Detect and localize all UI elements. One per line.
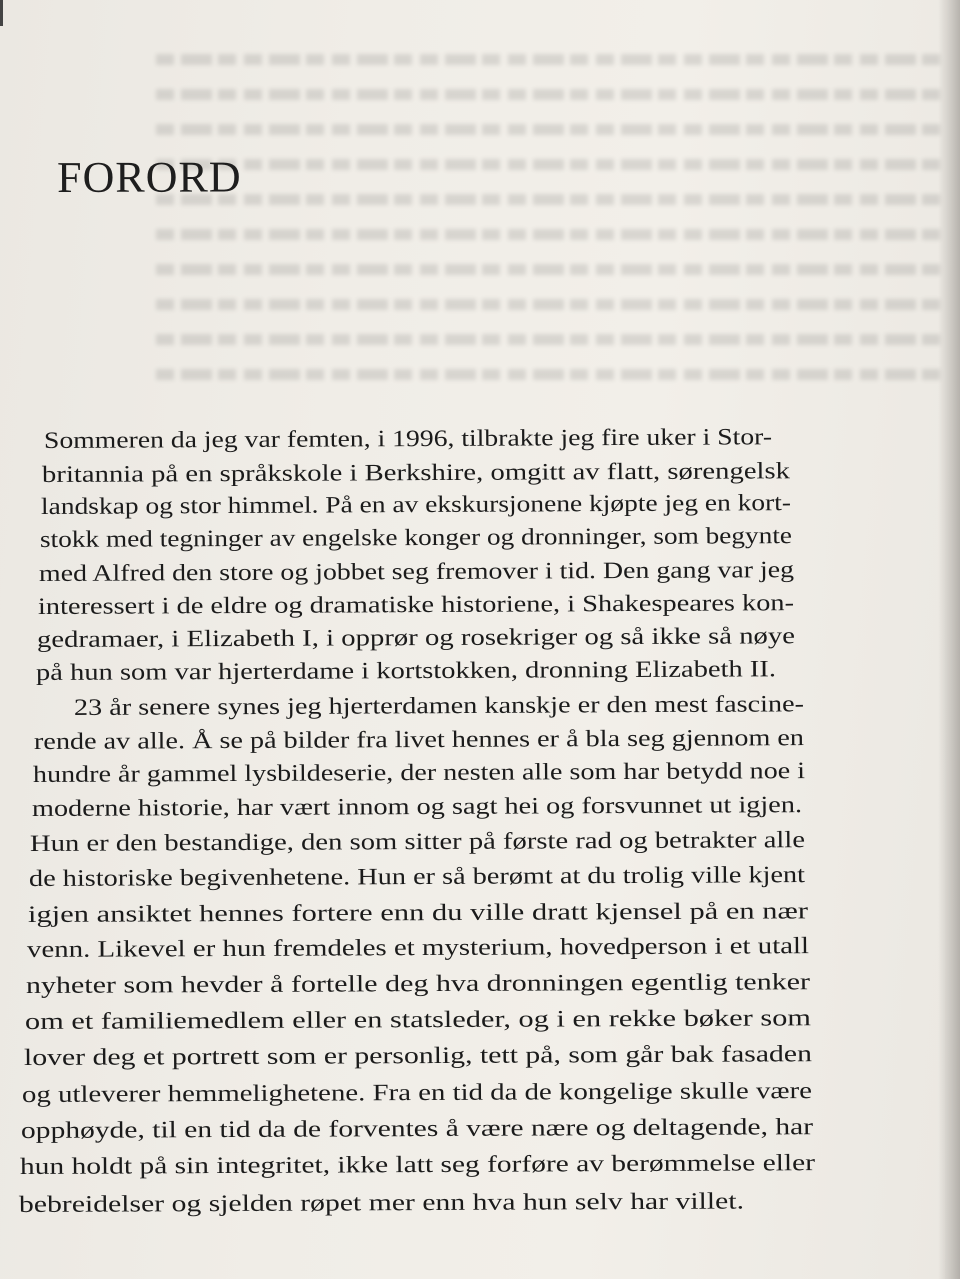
text-line: opphøyde, til en tid da de forventes å være nære og deltagende, har [20,1114,814,1144]
text-line: 23 år senere synes jeg hjerterdamen kanskje er den mest fascine- [73,691,805,721]
text-line: lover deg et portrett som er personlig, tett på, som går bak fasaden [23,1041,813,1071]
text-line: på hun som var hjerterdame i kortstokken, dronning Elizabeth II. [35,656,777,686]
text-line: landskap og stor himmel. På en av ekskursjonene kjøpte jeg en kort- [40,490,792,520]
text-line: moderne historie, har vært innom og sagt hei og forsvunnet ut igjen. [31,792,803,822]
text-line: og utleverer hemmelighetene. Fra en tid da de kongelige skulle være [21,1078,813,1108]
text-line: venn. Likevel er hun fremdeles et mysterium, hovedperson i et utall [26,933,810,963]
text-line: igjen ansiktet hennes fortere enn du ville dratt kjensel på en nær [27,898,809,928]
chapter-title: FORORD [57,152,242,202]
text-line: bebreidelser og sjelden røpet mer enn hva hun selv har villet. [18,1188,745,1218]
text-line: hundre år gammel lysbildeserie, der nesten alle som har betydd noe i [32,758,806,788]
text-line: interessert i de eldre og dramatiske historiene, i Shakespeares kon- [37,590,795,620]
adjacent-page-edge [0,0,3,26]
text-line: Sommeren da jeg var femten, i 1996, tilbrakte jeg fire uker i Stor- [43,424,773,454]
text-line: med Alfred den store og jobbet seg fremover i tid. Den gang var jeg [38,557,795,587]
text-line: britannia på en språkskole i Berkshire, omgitt av flatt, sørengelsk [41,458,791,488]
text-line: gedramaer, i Elizabeth I, i opprør og rosekriger og så ikke så nøye [36,623,796,653]
text-line: stokk med tegninger av engelske konger og dronninger, som begynte [39,523,793,553]
text-line: hun holdt på sin integritet, ikke latt seg forføre av berømmelse eller [19,1150,816,1180]
page-edge-shadow [938,0,960,1279]
text-line: om et familiemedlem eller en statsleder, og i en rekke bøker som [24,1005,812,1035]
text-line: de historiske begivenhetene. Hun er så berømt at du trolig ville kjent [28,862,806,892]
text-line: Hun er den bestandige, den som sitter på første rad og betrakter alle [29,827,806,857]
text-line: nyheter som hevder å fortelle deg hva dronningen egentlig tenker [25,969,811,999]
text-line: rende av alle. Å se på bilder fra livet hennes er å bla seg gjennom en [33,725,805,755]
